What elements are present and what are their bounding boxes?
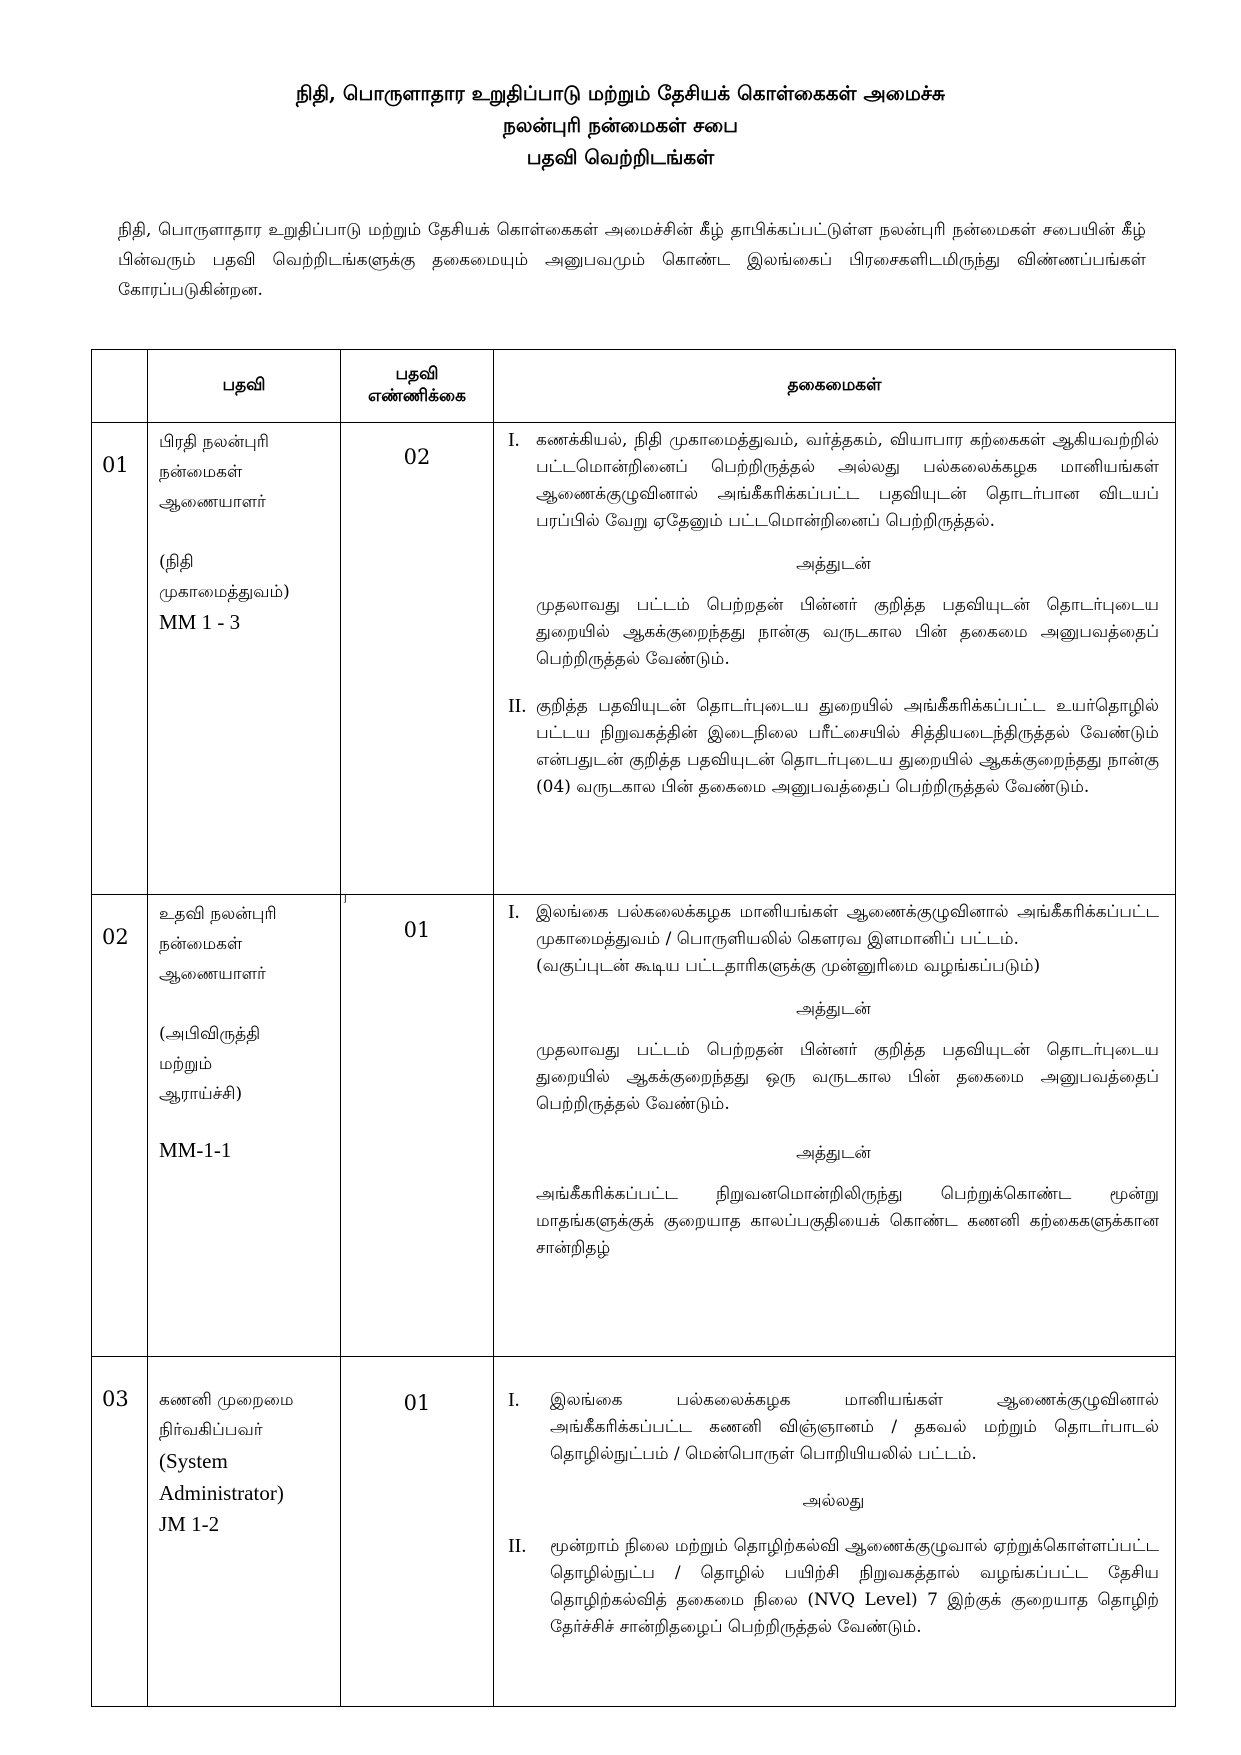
table-header-row bbox=[92, 350, 1176, 423]
post-title-line: ஆணையாளர் bbox=[159, 492, 266, 512]
post-title-line: பிரதி நலன்புரி bbox=[159, 432, 270, 452]
header-count bbox=[341, 350, 494, 423]
ministry-heading: நிதி, பொருளாதார உறுதிப்பாடு மற்றும் தேசியக் கொள்கைகள் அமைச்சு bbox=[296, 81, 945, 105]
vacancies-table bbox=[91, 349, 1176, 1707]
qualification-item bbox=[508, 1533, 1159, 1641]
certificate-text: அங்கீகரிக்கப்பட்ட நிறுவனமொன்றிலிருந்து பெற்றுக்கொண்ட மூன்று மாதங்களுக்குக் குறையாத காலப்பகுதியைக் கொண்ட கணனி கற்கைகளுக்கான சான்றிதழ் bbox=[536, 1184, 1159, 1258]
post-grade-code: JM 1-2 bbox=[159, 1512, 220, 1536]
qualification-item bbox=[508, 1387, 1159, 1468]
qualification-item bbox=[508, 427, 1159, 535]
roman-numeral: II. bbox=[508, 695, 527, 717]
table-row bbox=[92, 423, 1176, 895]
roman-numeral: I. bbox=[508, 1389, 520, 1411]
qualifications-cell bbox=[494, 423, 1176, 895]
vacancies-heading: பதவி வெற்றிடங்கள் bbox=[526, 145, 715, 169]
header-qualifications: தகைமைகள் bbox=[494, 350, 1176, 423]
post-subtitle-line: மற்றும் bbox=[159, 1054, 213, 1074]
qualification-item bbox=[508, 693, 1159, 801]
conjunction-label: அத்துடன் bbox=[796, 554, 871, 574]
table-row bbox=[92, 1357, 1176, 1707]
post-cell bbox=[148, 1357, 341, 1707]
header-count-line1: பதவி bbox=[395, 364, 439, 384]
row-number: 01 bbox=[92, 423, 148, 895]
qualifications-cell bbox=[494, 1357, 1176, 1707]
table-row bbox=[92, 895, 1176, 1357]
post-subtitle-line: (அபிவிருத்தி bbox=[159, 1024, 261, 1044]
vacancy-count: 01 bbox=[341, 1357, 494, 1707]
post-subtitle-line: (நிதி bbox=[159, 552, 194, 572]
post-subtitle-line: ஆராய்ச்சி) bbox=[159, 1084, 243, 1104]
row-number: 02 bbox=[92, 895, 148, 1357]
board-heading: நலன்புரி நன்மைகள் சபை bbox=[503, 113, 738, 137]
post-english-line: (System bbox=[159, 1449, 228, 1473]
qualification-text: கணக்கியல், நிதி முகாமைத்துவம், வர்த்தகம், வியாபார கற்கைகள் ஆகியவற்றில் பட்டமொன்றினைப் பெற்றிருத்தல் அல்லது பல்கலைக்கழக மானியங்கள் ஆணைக்குழுவினால் அங்கீகரிக்கப்பட்ட பதவியுடன் தொடர்பான விடயப் பரப்பில் வேறு ஏதேனும் பட்டமொன்றினைப் பெற்றிருத்தல். bbox=[536, 430, 1159, 531]
roman-numeral: II. bbox=[508, 1535, 527, 1557]
row-number: 03 bbox=[92, 1357, 148, 1707]
qualification-item bbox=[508, 899, 1159, 980]
experience-text: முதலாவது பட்டம் பெற்றதன் பின்னர் குறித்த பதவியுடன் தொடர்புடைய துறையில் ஆகக்குறைந்தது ஒரு வருடகால பின் தகைமை அனுபவத்தைப் பெற்றிருத்தல் வேண்டும். bbox=[536, 1040, 1159, 1114]
post-title-line: கணனி முறைமை bbox=[159, 1390, 294, 1410]
post-title-line: நன்மைகள் bbox=[159, 934, 243, 954]
post-title-line: ஆணையாளர் bbox=[159, 964, 266, 984]
post-english-line: Administrator) bbox=[159, 1481, 284, 1505]
post-subtitle-line: முகாமைத்துவம்) bbox=[159, 582, 290, 602]
header-count-line2: எண்ணிக்கை bbox=[367, 386, 466, 406]
intro-paragraph: நிதி, பொருளாதார உறுதிப்பாடு மற்றும் தேசியக் கொள்கைகள் அமைச்சின் கீழ் தாபிக்கப்பட்டுள்ள நலன்புரி நன்மைகள் சபையின் கீழ் பின்வரும் பதவி வெற்றிடங்களுக்கு தகைமையும் அனுபவமும் கொண்ட இலங்கைப் பிரசைகளிடமிருந்து விண்ணப்பங்கள் கோரப்படுகின்றன. bbox=[118, 220, 1146, 300]
header-number bbox=[92, 350, 148, 423]
conjunction-label: அத்துடன் bbox=[796, 999, 871, 1019]
vacancy-count-cell bbox=[341, 895, 494, 1357]
roman-numeral: I. bbox=[508, 429, 520, 451]
conjunction-label: அத்துடன் bbox=[796, 1143, 871, 1163]
conjunction-label: அல்லது bbox=[802, 1491, 865, 1511]
vacancy-count: 02 bbox=[341, 423, 494, 895]
qualification-text: இலங்கை பல்கலைக்கழக மானியங்கள் ஆணைக்குழுவினால் அங்கீகரிக்கப்பட்ட கணனி விஞ்ஞானம் / தகவல் மற்றும் தொடர்பாடல் தொழில்நுட்பம் / மென்பொருள் பொறியியலில் பட்டம். bbox=[550, 1390, 1159, 1464]
qualifications-cell bbox=[494, 895, 1176, 1357]
stray-mark: ] bbox=[343, 894, 347, 904]
qualification-note: (வகுப்புடன் கூடிய பட்டதாரிகளுக்கு முன்னுரிமை வழங்கப்படும்) bbox=[536, 956, 1041, 976]
header-post: பதவி bbox=[148, 350, 341, 423]
post-title-line: உதவி நலன்புரி bbox=[159, 904, 277, 924]
qualification-text: மூன்றாம் நிலை மற்றும் தொழிற்கல்வி ஆணைக்குழுவால் ஏற்றுக்கொள்ளப்பட்ட தொழில்நுட்ப / தொழில் பயிற்சி நிறுவகத்தால் வழங்கப்பட்ட தேசிய தொழிற்கல்வித் தகைமை நிலை (NVQ Level) 7 இற்குக் குறையாத தொழிற் தேர்ச்சிச் சான்றிதழைப் பெற்றிருத்தல் வேண்டும். bbox=[550, 1536, 1159, 1637]
qualification-text: இலங்கை பல்கலைக்கழக மானியங்கள் ஆணைக்குழுவினால் அங்கீகரிக்கப்பட்ட முகாமைத்துவம் / பொருளியலில் கௌரவ இளமானிப் பட்டம். bbox=[536, 902, 1159, 949]
post-grade-code: MM 1 - 3 bbox=[159, 610, 241, 634]
post-cell bbox=[148, 895, 341, 1357]
post-title-line: நன்மைகள் bbox=[159, 462, 243, 482]
vacancy-count: 01 bbox=[403, 918, 431, 942]
experience-text: முதலாவது பட்டம் பெற்றதன் பின்னர் குறித்த பதவியுடன் தொடர்புடைய துறையில் ஆகக்குறைந்தது நான்கு வருடகால பின் தகைமை அனுபவத்தைப் பெற்றிருத்தல் வேண்டும். bbox=[536, 595, 1159, 669]
roman-numeral: I. bbox=[508, 901, 520, 923]
qualification-text: குறித்த பதவியுடன் தொடர்புடைய துறையில் அங்கீகரிக்கப்பட்ட உயர்தொழில் பட்டய நிறுவகத்தின் இடைநிலை பரீட்சையில் சித்தியடைந்திருத்தல் வேண்டும் என்பதுடன் குறித்த பதவியுடன் தொடர்புடைய துறையில் ஆகக்குறைந்தது நான்கு (04) வருடகால பின் தகைமை அனுபவத்தைப் பெற்றிருத்தல் வேண்டும். bbox=[536, 696, 1159, 797]
post-title-line: நிர்வகிப்பவர் bbox=[159, 1420, 263, 1440]
post-cell bbox=[148, 423, 341, 895]
post-grade-code: MM-1-1 bbox=[159, 1138, 232, 1162]
